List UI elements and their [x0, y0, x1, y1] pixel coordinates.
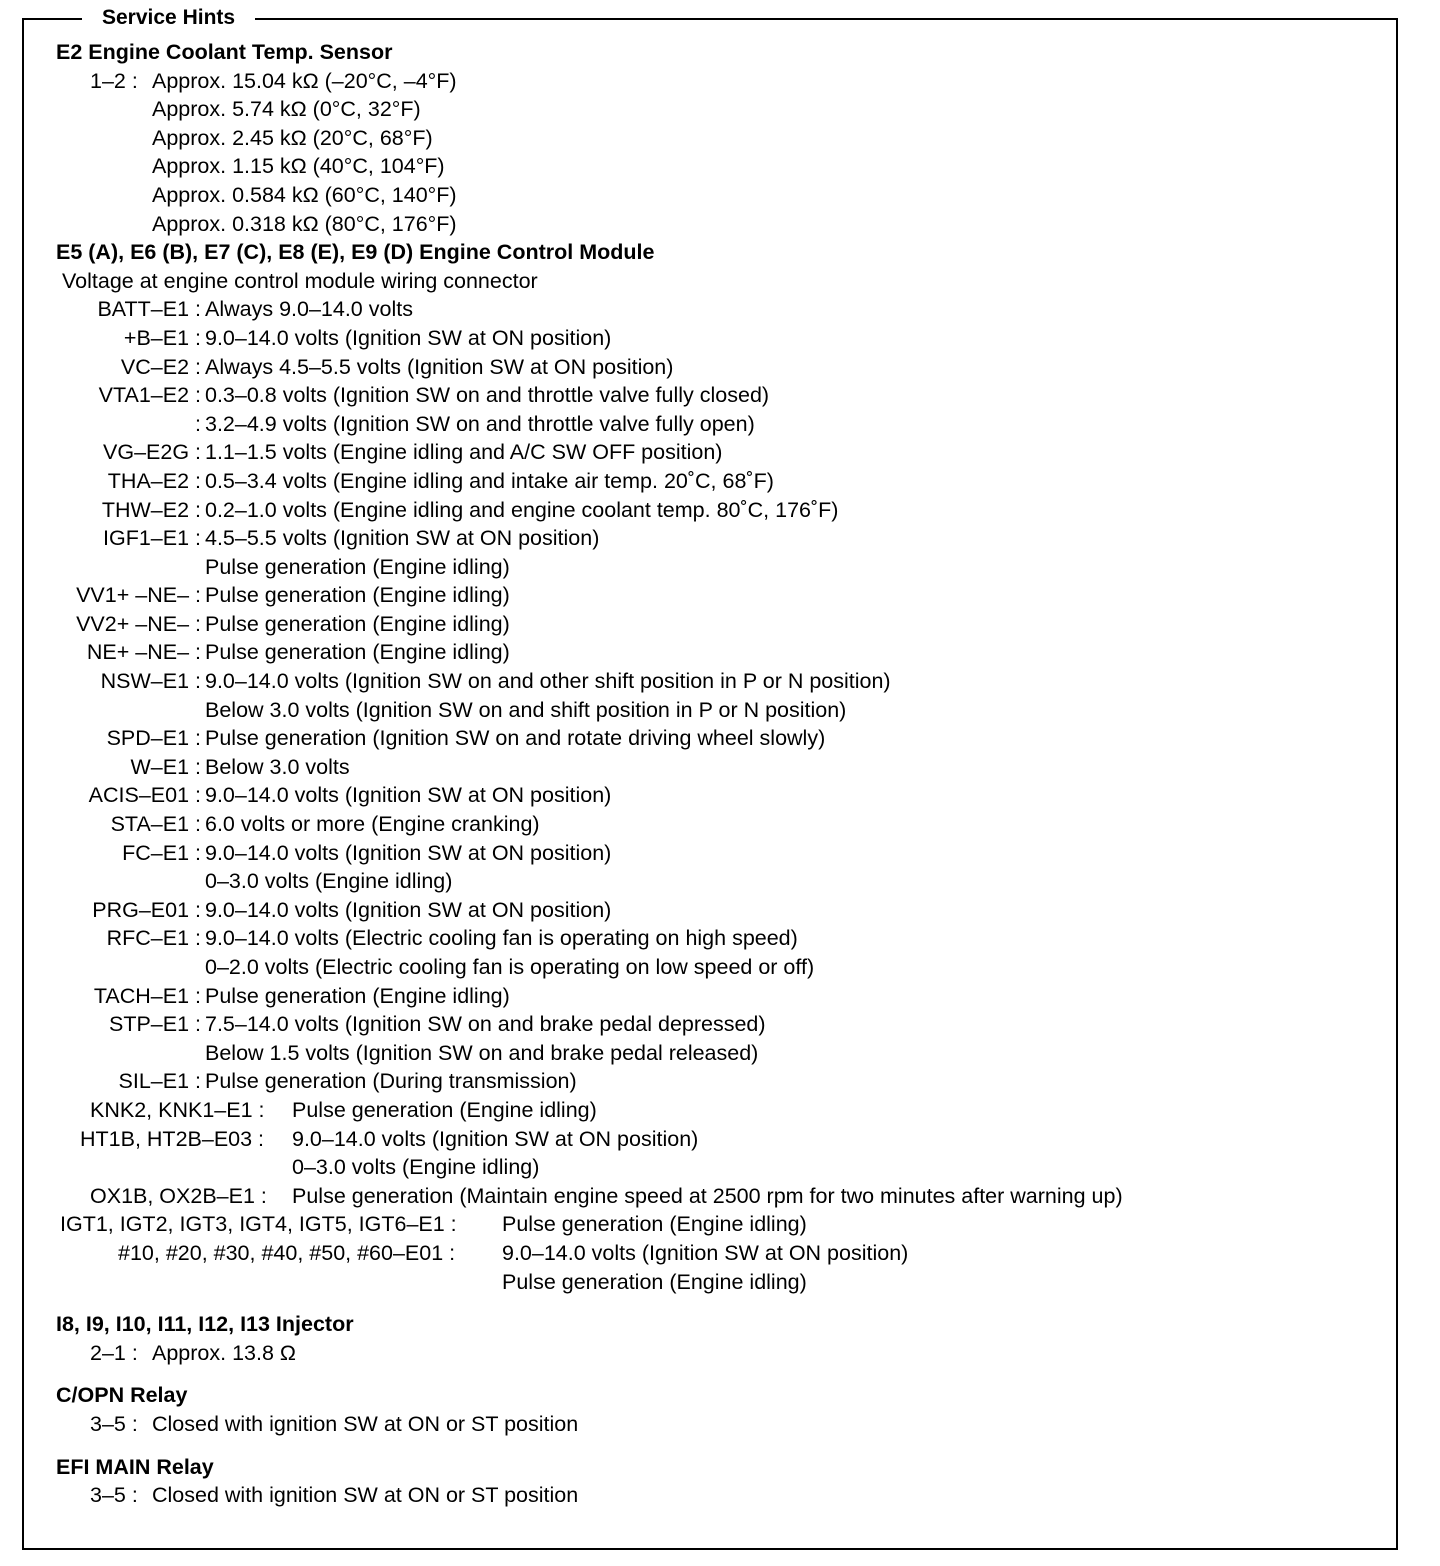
spec-value: Approx. 0.584 kΩ (60°C, 140°F) [152, 182, 457, 207]
spec-value: Approx. 5.74 kΩ (0°C, 32°F) [152, 97, 421, 122]
page-title: Service Hints [82, 4, 255, 32]
spec-value: Pulse generation (Engine idling) [205, 611, 510, 636]
pin-label: W–E1 : [130, 754, 201, 779]
ecm-pin-row [0, 553, 1440, 582]
pin-label: STA–E1 : [110, 812, 201, 837]
pin-label: VV2+ –NE– : [76, 611, 201, 636]
spec-value: Approx. 0.318 kΩ (80°C, 176°F) [152, 211, 457, 236]
spec-row [0, 1410, 1440, 1439]
spec-value: Below 1.5 volts (Ignition SW on and brake pedal released) [205, 1040, 759, 1065]
pin-label: 1–2 : [90, 68, 138, 93]
ecm-pin-row [0, 839, 1440, 868]
spec-value: 7.5–14.0 volts (Ignition SW on and brake pedal depressed) [205, 1012, 766, 1037]
ecm-pin-row [0, 1010, 1440, 1039]
pin-label: 2–1 : [90, 1340, 138, 1365]
spec-value: 9.0–14.0 volts (Ignition SW at ON position) [502, 1240, 909, 1265]
spec-value: 9.0–14.0 volts (Ignition SW on and other shift position in P or N position) [205, 669, 891, 694]
ecm-pin-row [0, 753, 1440, 782]
pin-label: VV1+ –NE– : [76, 583, 201, 608]
spec-row [0, 1210, 1440, 1239]
spec-value: Pulse generation (Ignition SW on and rotate driving wheel slowly) [205, 726, 826, 751]
spec-value: Pulse generation (Engine idling) [205, 983, 510, 1008]
spec-value: 3.2–4.9 volts (Ignition SW on and throttle valve fully open) [205, 411, 755, 436]
spec-value: 0–2.0 volts (Electric cooling fan is operating on low speed or off) [205, 955, 815, 979]
section-heading: E5 (A), E6 (B), E7 (C), E8 (E), E9 (D) Engine Control Module [56, 240, 655, 265]
pin-label: VC–E2 : [120, 354, 201, 379]
ecm-pin-row [0, 610, 1440, 639]
spec-value: Approx. 15.04 kΩ (–20°C, –4°F) [152, 68, 457, 93]
ecm-pin-row [0, 496, 1440, 525]
spec-row [0, 1096, 1440, 1125]
spec-row [0, 1153, 1440, 1182]
spec-row [0, 1182, 1440, 1211]
spec-value: 9.0–14.0 volts (Ignition SW at ON position) [205, 840, 612, 865]
pin-label: +B–E1 : [123, 325, 201, 350]
ecm-pin-row [0, 953, 1440, 982]
pin-label: HT1B, HT2B–E03 : [80, 1126, 265, 1151]
ecm-pin-row [0, 781, 1440, 810]
spec-row [0, 124, 1440, 153]
spec-row [0, 1268, 1440, 1297]
section-heading: EFI MAIN Relay [56, 1454, 214, 1479]
section-heading: I8, I9, I10, I11, I12, I13 Injector [56, 1312, 354, 1337]
spec-value: 0.3–0.8 volts (Ignition SW on and throttle valve fully closed) [205, 383, 770, 408]
spec-value: Closed with ignition SW at ON or ST position [152, 1411, 579, 1436]
ecm-pin-row [0, 581, 1440, 610]
pin-label: STP–E1 : [108, 1012, 201, 1037]
spec-value: Approx. 2.45 kΩ (20°C, 68°F) [152, 125, 433, 150]
pin-label: THW–E2 : [101, 497, 201, 522]
spec-value: 0.5–3.4 volts (Engine idling and intake air temp. 20˚C, 68˚F) [205, 468, 774, 493]
pin-label: IGT1, IGT2, IGT3, IGT4, IGT5, IGT6–E1 : [60, 1212, 457, 1237]
spec-value: Pulse generation (Engine idling) [205, 640, 510, 665]
ecm-pin-row [0, 638, 1440, 667]
spec-value: 9.0–14.0 volts (Ignition SW at ON position) [292, 1126, 699, 1151]
pin-label: NSW–E1 : [100, 669, 201, 694]
spec-value: 9.0–14.0 volts (Electric cooling fan is operating on high speed) [205, 926, 798, 951]
pin-label: SPD–E1 : [106, 726, 201, 751]
pin-label: OX1B, OX2B–E1 : [90, 1183, 267, 1208]
intro-text: Voltage at engine control module wiring connector [62, 268, 538, 293]
ecm-pin-row [0, 696, 1440, 725]
spec-value: 4.5–5.5 volts (Ignition SW at ON position) [205, 526, 600, 551]
spec-value: Below 3.0 volts [205, 754, 350, 779]
section-heading: C/OPN Relay [56, 1383, 188, 1408]
pin-label: : [195, 411, 201, 436]
section-heading: E2 Engine Coolant Temp. Sensor [56, 40, 393, 64]
spec-value: 6.0 volts or more (Engine cranking) [205, 812, 540, 837]
spec-row [0, 95, 1440, 124]
spec-value: Below 3.0 volts (Ignition SW on and shift position in P or N position) [205, 697, 847, 722]
spec-row [0, 1239, 1440, 1268]
ecm-pin-row [0, 810, 1440, 839]
spec-value: 0–3.0 volts (Engine idling) [205, 869, 453, 894]
spec-value: Pulse generation (Engine idling) [205, 554, 510, 579]
spec-value: 0–3.0 volts (Engine idling) [292, 1155, 540, 1180]
pin-label: THA–E2 : [107, 468, 201, 493]
pin-label: PRG–E01 : [92, 897, 201, 922]
ecm-pin-row [0, 924, 1440, 953]
spec-row [0, 210, 1440, 239]
ecm-pin-row [0, 1067, 1440, 1096]
ecm-pin-row [0, 381, 1440, 410]
ecm-pin-row [0, 724, 1440, 753]
spec-value: Approx. 1.15 kΩ (40°C, 104°F) [152, 154, 445, 179]
ecm-pin-row [0, 295, 1440, 324]
spec-value: Pulse generation (During transmission) [205, 1069, 577, 1094]
spec-value: Pulse generation (Maintain engine speed at 2500 rpm for two minutes after warning up) [292, 1183, 1123, 1208]
pin-label: IGF1–E1 : [103, 526, 201, 551]
pin-label: 3–5 : [90, 1483, 138, 1508]
ecm-pin-row [0, 896, 1440, 925]
pin-label: ACIS–E01 : [88, 783, 201, 808]
spec-value: 9.0–14.0 volts (Ignition SW at ON position) [205, 897, 612, 922]
spec-value: Pulse generation (Engine idling) [205, 583, 510, 608]
pin-label: KNK2, KNK1–E1 : [90, 1097, 265, 1122]
spec-value: 9.0–14.0 volts (Ignition SW at ON position) [205, 325, 612, 350]
ecm-pin-row [0, 467, 1440, 496]
ecm-pin-row [0, 524, 1440, 553]
ecm-pin-row [0, 353, 1440, 382]
spec-row [0, 181, 1440, 210]
pin-label: VTA1–E2 : [98, 383, 201, 408]
pin-label: SIL–E1 : [118, 1069, 201, 1094]
spec-row [0, 152, 1440, 181]
spec-value: Closed with ignition SW at ON or ST position [152, 1483, 579, 1508]
spec-value: Pulse generation (Engine idling) [502, 1269, 807, 1294]
ecm-pin-row [0, 1039, 1440, 1068]
pin-label: FC–E1 : [122, 840, 201, 865]
ecm-pin-row [0, 667, 1440, 696]
ecm-pin-row [0, 438, 1440, 467]
pin-label: RFC–E1 : [106, 926, 201, 951]
spec-value: 0.2–1.0 volts (Engine idling and engine coolant temp. 80˚C, 176˚F) [205, 497, 839, 522]
spec-row [0, 1125, 1440, 1154]
ecm-pin-row [0, 867, 1440, 896]
spec-value: 9.0–14.0 volts (Ignition SW at ON position) [205, 783, 612, 808]
spec-value: Always 4.5–5.5 volts (Ignition SW at ON position) [205, 354, 674, 379]
spec-value: Pulse generation (Engine idling) [292, 1097, 597, 1122]
spec-row [0, 1481, 1440, 1510]
spec-row [0, 1339, 1440, 1368]
spec-row [0, 67, 1440, 96]
pin-label: 3–5 : [90, 1411, 138, 1436]
ecm-rows [0, 295, 1440, 1096]
ecm-pin-row [0, 982, 1440, 1011]
spec-value: Approx. 13.8 Ω [152, 1340, 296, 1365]
ecm-pin-row [0, 324, 1440, 353]
service-hints-content [0, 38, 1440, 1510]
spec-value: 1.1–1.5 volts (Engine idling and A/C SW OFF position) [205, 440, 723, 465]
pin-label: #10, #20, #30, #40, #50, #60–E01 : [118, 1240, 456, 1265]
ecm-pin-row [0, 410, 1440, 439]
pin-label: VG–E2G : [103, 440, 201, 465]
pin-label: NE+ –NE– : [86, 640, 201, 665]
spec-value: Pulse generation (Engine idling) [502, 1212, 807, 1237]
pin-label: BATT–E1 : [97, 297, 201, 322]
spec-value: Always 9.0–14.0 volts [205, 297, 413, 322]
pin-label: TACH–E1 : [93, 983, 201, 1008]
